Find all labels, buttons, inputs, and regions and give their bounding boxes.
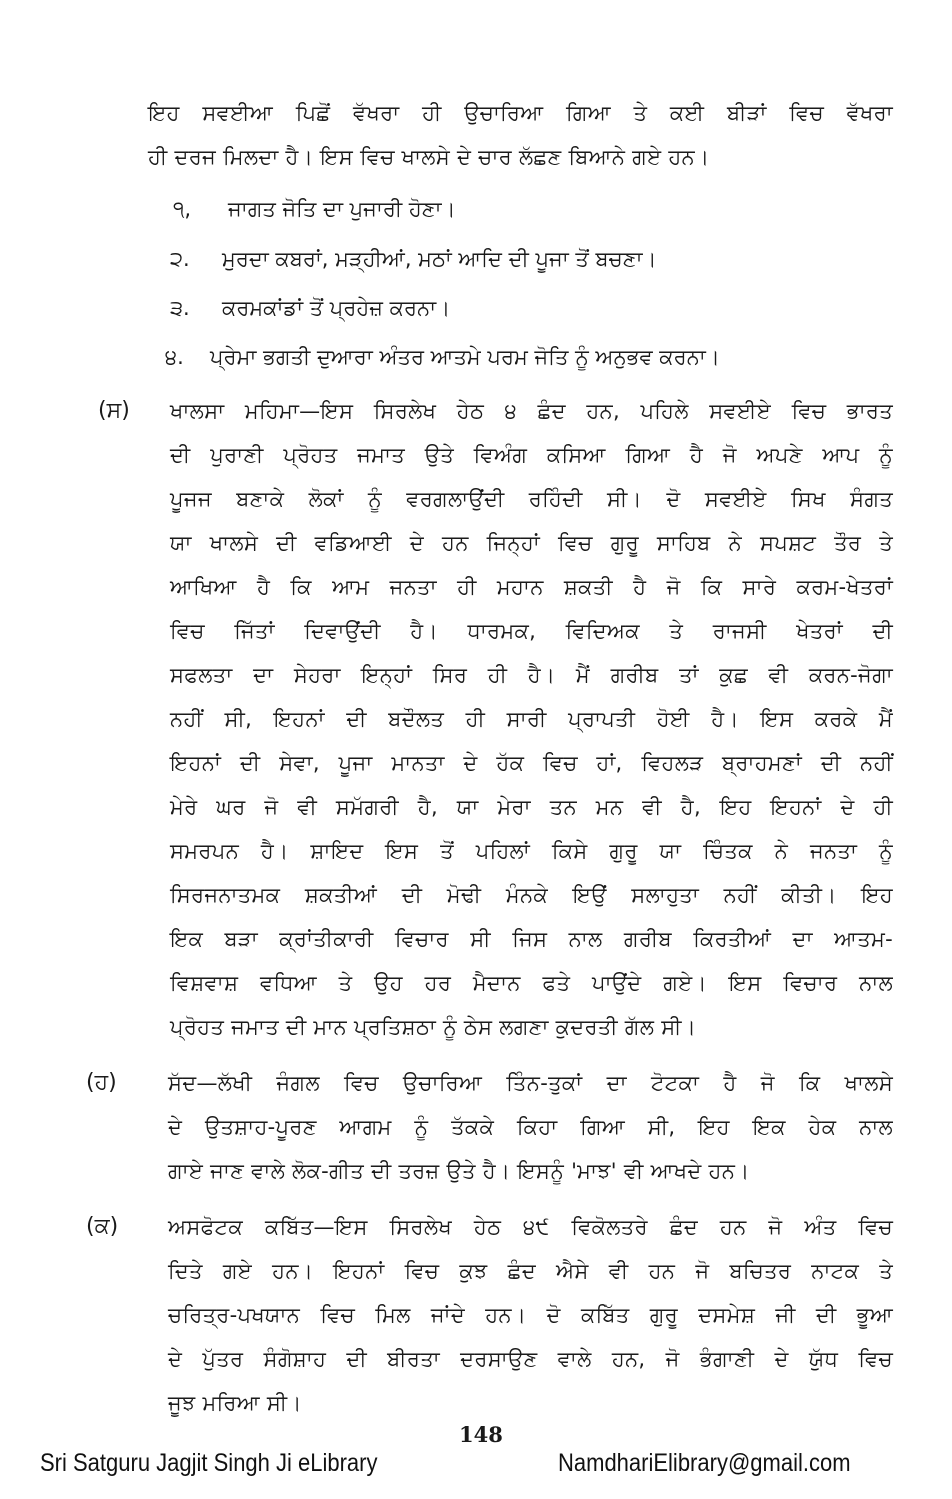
- text-line: ਸਫਲਤਾ ਦਾ ਸੇਹਰਾ ਇਨ੍ਹਾਂ ਸਿਰ ਹੀ ਹੈ। ਮੈਂ ਗਰੀਬ ਤਾਂ ਕੁਛ ਵੀ ਕਰਨ-ਜੋਗਾ: [170, 663, 893, 687]
- text-line: ਖਾਲਸਾ ਮਹਿਮਾ—ਇਸ ਸਿਰਲੇਖ ਹੇਠ ੪ ਛੰਦ ਹਨ, ਪਹਿਲੇ ਸਵਈਏ ਵਿਚ ਭਾਰਤ: [170, 399, 893, 423]
- text-line: ਸੱਦ—ਲੱਖੀ ਜੰਗਲ ਵਿਚ ਉਚਾਰਿਆ ਤਿੰਨ-ਤੁਕਾਂ ਦਾ ਟੋਟਕਾ ਹੈ ਜੋ ਕਿ ਖਾਲਸੇ: [168, 1071, 893, 1095]
- text-line: ਸਮਰਪਨ ਹੈ। ਸ਼ਾਇਦ ਇਸ ਤੋਂ ਪਹਿਲਾਂ ਕਿਸੇ ਗੁਰੂ ਯਾ ਚਿੰਤਕ ਨੇ ਜਨਤਾ ਨੂੰ: [170, 839, 893, 863]
- section-marker: (ਹ): [86, 1070, 117, 1095]
- text-line: ਨਹੀਂ ਸੀ, ਇਹਨਾਂ ਦੀ ਬਦੌਲਤ ਹੀ ਸਾਰੀ ਪ੍ਰਾਪਤੀ ਹੋਈ ਹੈ। ਇਸ ਕਰਕੇ ਮੈਂ: [170, 707, 893, 731]
- page-number: 148: [459, 1422, 503, 1447]
- text-line: ਇਹ ਸਵਈਆ ਪਿਛੋਂ ਵੱਖਰਾ ਹੀ ਉਚਾਰਿਆ ਗਿਆ ਤੇ ਕਈ ਬੀੜਾਂ ਵਿਚ ਵੱਖਰਾ: [148, 101, 893, 125]
- text-line: ਮੇਰੇ ਘਰ ਜੋ ਵੀ ਸਮੱਗਰੀ ਹੈ, ਯਾ ਮੇਰਾ ਤਨ ਮਨ ਵੀ ਹੈ, ਇਹ ਇਹਨਾਂ ਦੇ ਹੀ: [170, 795, 893, 819]
- text-line: ਦੇ ਉਤਸ਼ਾਹ-ਪੂਰਣ ਆਗਮ ਨੂੰ ਤੱਕਕੇ ਕਿਹਾ ਗਿਆ ਸੀ, ਇਹ ਇਕ ਹੇਕ ਨਾਲ: [168, 1115, 893, 1139]
- list-number: ੩.: [170, 296, 190, 320]
- text-line: ਦਿਤੇ ਗਏ ਹਨ। ਇਹਨਾਂ ਵਿਚ ਕੁਝ ਛੰਦ ਐਸੇ ਵੀ ਹਨ ਜੋ ਬਚਿਤਰ ਨਾਟਕ ਤੇ: [168, 1259, 893, 1283]
- list-text: ਮੁਰਦਾ ਕਬਰਾਂ, ਮੜ੍ਹੀਆਂ, ਮਠਾਂ ਆਦਿ ਦੀ ਪੂਜਾ ਤੋਂ ਬਚਣਾ।: [222, 247, 657, 271]
- list-text: ਜਾਗਤ ਜੋਤਿ ਦਾ ਪੁਜਾਰੀ ਹੋਣਾ।: [228, 197, 456, 221]
- list-text: ਕਰਮਕਾਂਡਾਂ ਤੋਂ ਪ੍ਰਹੇਜ਼ ਕਰਨਾ।: [222, 296, 451, 320]
- text-line: ਆਖਿਆ ਹੈ ਕਿ ਆਮ ਜਨਤਾ ਹੀ ਮਹਾਨ ਸ਼ਕਤੀ ਹੈ ਜੋ ਕਿ ਸਾਰੇ ਕਰਮ-ਖੇਤਰਾਂ: [170, 575, 893, 599]
- list-text: ਪ੍ਰੇਮਾ ਭਗਤੀ ਦੁਆਰਾ ਅੰਤਰ ਆਤਮੇ ਪਰਮ ਜੋਤਿ ਨੂੰ ਅਨੁਭਵ ਕਰਨਾ।: [210, 345, 720, 369]
- text-line: ਗਾਏ ਜਾਣ ਵਾਲੇ ਲੋਕ-ਗੀਤ ਦੀ ਤਰਜ਼ ਉਤੇ ਹੈ। ਇਸਨੂੰ 'ਮਾਝ' ਵੀ ਆਖਦੇ ਹਨ।: [168, 1159, 750, 1183]
- list-number: ੪.: [165, 345, 184, 369]
- library-name: Sri Satguru Jagjit Singh Ji eLibrary: [40, 1449, 378, 1477]
- text-line: ਵਿਚ ਜਿੱਤਾਂ ਦਿਵਾਉਂਦੀ ਹੈ। ਧਾਰਮਕ, ਵਿਦਿਅਕ ਤੇ ਰਾਜਸੀ ਖੇਤਰਾਂ ਦੀ: [170, 619, 893, 643]
- text-line: ਇਕ ਬੜਾ ਕ੍ਰਾਂਤੀਕਾਰੀ ਵਿਚਾਰ ਸੀ ਜਿਸ ਨਾਲ ਗਰੀਬ ਕਿਰਤੀਆਂ ਦਾ ਆਤਮ-: [170, 927, 893, 951]
- text-line: ਯਾ ਖਾਲਸੇ ਦੀ ਵਡਿਆਈ ਦੇ ਹਨ ਜਿਨ੍ਹਾਂ ਵਿਚ ਗੁਰੂ ਸਾਹਿਬ ਨੇ ਸਪਸ਼ਟ ਤੌਰ ਤੇ: [170, 531, 893, 555]
- text-line: ਦੀ ਪੁਰਾਣੀ ਪ੍ਰੋਹਤ ਜਮਾਤ ਉਤੇ ਵਿਅੰਗ ਕਸਿਆ ਗਿਆ ਹੈ ਜੋ ਅਪਣੇ ਆਪ ਨੂੰ: [170, 443, 893, 467]
- text-line: ਦੇ ਪੁੱਤਰ ਸੰਗੋਸ਼ਾਹ ਦੀ ਬੀਰਤਾ ਦਰਸਾਉਣ ਵਾਲੇ ਹਨ, ਜੋ ਭੰਗਾਣੀ ਦੇ ਯੁੱਧ ਵਿਚ: [168, 1347, 893, 1371]
- text-line: ਹੀ ਦਰਜ ਮਿਲਦਾ ਹੈ। ਇਸ ਵਿਚ ਖਾਲਸੇ ਦੇ ਚਾਰ ਲੱਛਣ ਬਿਆਨੇ ਗਏ ਹਨ।: [148, 145, 710, 169]
- list-number: ੨.: [170, 247, 190, 271]
- text-line: ਅਸਫੋਟਕ ਕਬਿੱਤ—ਇਸ ਸਿਰਲੇਖ ਹੇਠ ੪੯ ਵਿਕੋਲਤਰੇ ਛੰਦ ਹਨ ਜੋ ਅੰਤ ਵਿਚ: [168, 1215, 893, 1239]
- text-line: ਪੂਜਜ ਬਣਾਕੇ ਲੋਕਾਂ ਨੂੰ ਵਰਗਲਾਉਂਦੀ ਰਹਿੰਦੀ ਸੀ। ਦੋ ਸਵਈਏ ਸਿਖ ਸੰਗਤ: [170, 487, 893, 511]
- section-marker: (ਕ): [86, 1214, 119, 1239]
- text-line: ਸਿਰਜਨਾਤਮਕ ਸ਼ਕਤੀਆਂ ਦੀ ਮੋਢੀ ਮੰਨਕੇ ਇਉਂ ਸਲਾਹੁਤਾ ਨਹੀਂ ਕੀਤੀ। ਇਹ: [170, 883, 893, 907]
- text-line: ਵਿਸ਼ਵਾਸ਼ ਵਧਿਆ ਤੇ ਉਹ ਹਰ ਮੈਦਾਨ ਫਤੇ ਪਾਉਂਦੇ ਗਏ। ਇਸ ਵਿਚਾਰ ਨਾਲ: [170, 971, 893, 995]
- text-line: ਚਰਿਤ੍ਰ-ਪਖਯਾਨ ਵਿਚ ਮਿਲ ਜਾਂਦੇ ਹਨ। ਦੋ ਕਬਿੱਤ ਗੁਰੂ ਦਸਮੇਸ਼ ਜੀ ਦੀ ਭੂਆ: [168, 1303, 893, 1327]
- text-line: ਜੂਝ ਮਰਿਆ ਸੀ।: [168, 1391, 302, 1415]
- section-marker: (ਸ): [98, 398, 130, 423]
- text-line: ਪ੍ਰੋਹਤ ਜਮਾਤ ਦੀ ਮਾਨ ਪ੍ਰਤਿਸ਼ਠਾ ਨੂੰ ਠੇਸ ਲਗਣਾ ਕੁਦਰਤੀ ਗੱਲ ਸੀ।: [170, 1015, 697, 1039]
- list-number: ੧,: [173, 197, 192, 221]
- library-email: NamdhariElibrary@gmail.com: [558, 1449, 851, 1477]
- text-line: ਇਹਨਾਂ ਦੀ ਸੇਵਾ, ਪੂਜਾ ਮਾਨਤਾ ਦੇ ਹੱਕ ਵਿਚ ਹਾਂ, ਵਿਹਲੜ ਬ੍ਰਾਹਮਣਾਂ ਦੀ ਨਹੀਂ: [170, 751, 893, 775]
